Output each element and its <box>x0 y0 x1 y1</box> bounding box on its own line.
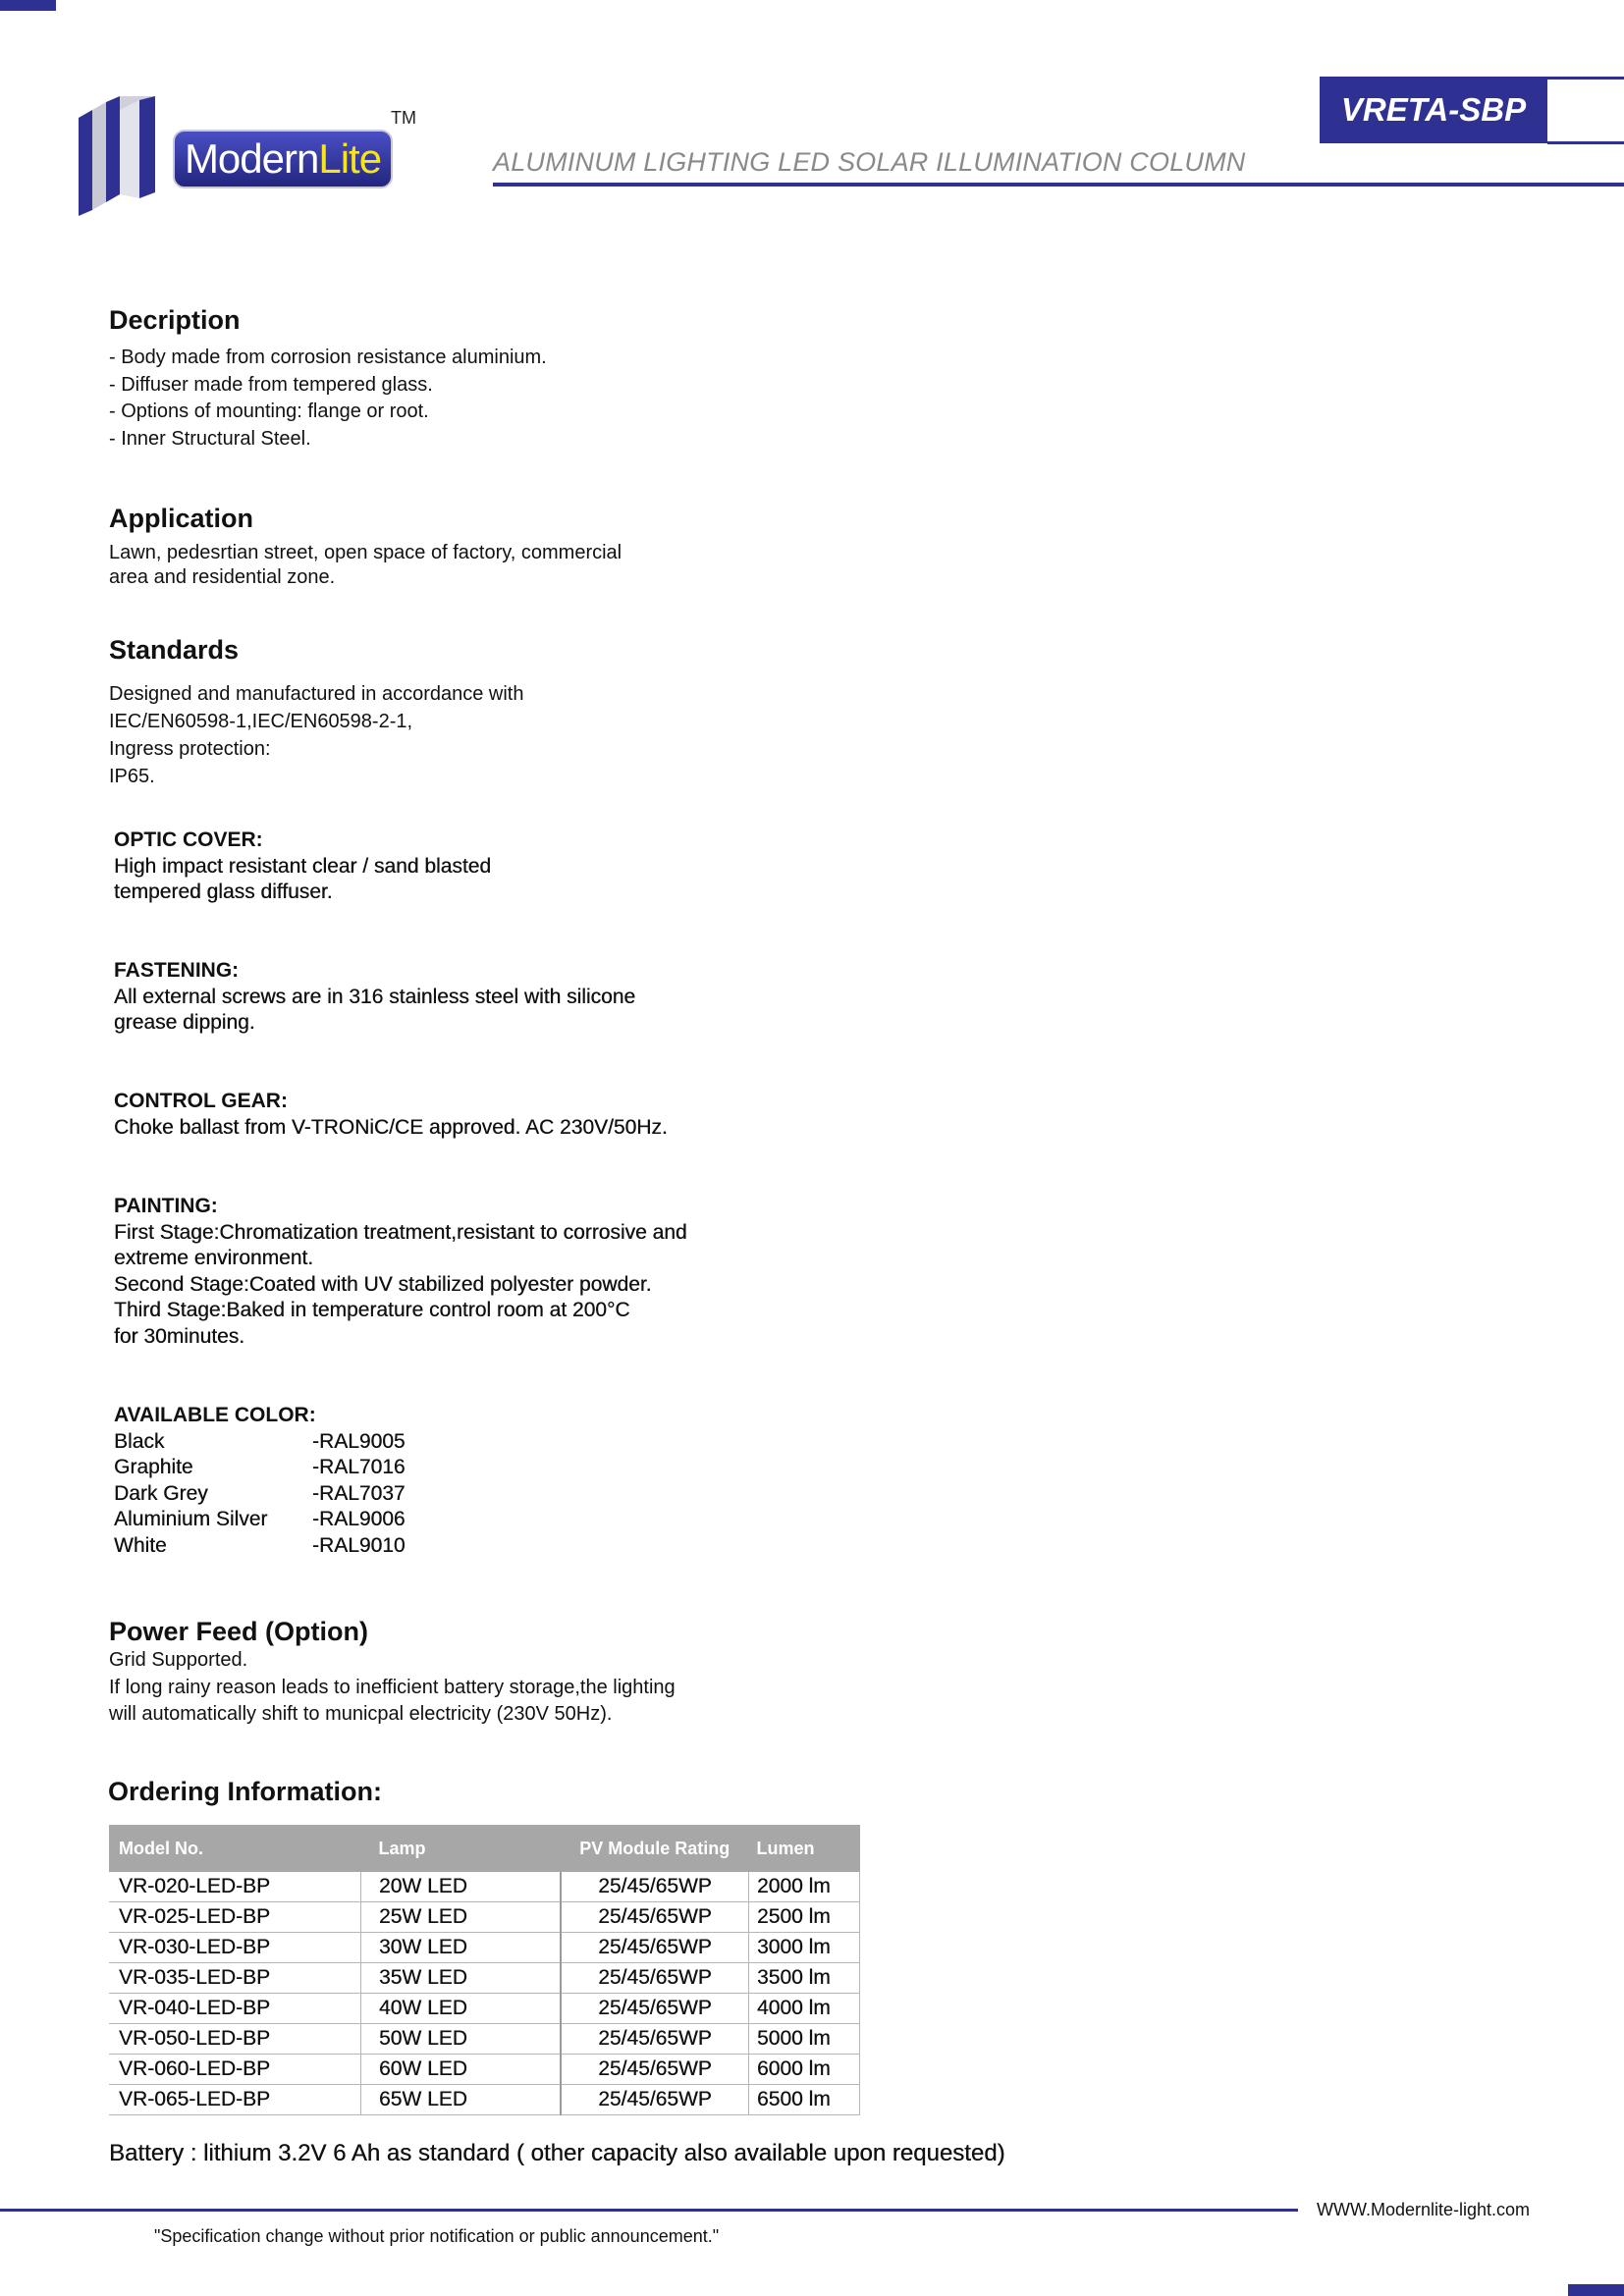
lumen-cell: 3500 lm <box>749 1963 860 1994</box>
pv-module-cell: 25/45/65WP <box>561 1933 749 1963</box>
power-feed-line: will automatically shift to municpal electricity (230V 50Hz). <box>109 1703 613 1725</box>
table-row <box>109 1902 860 1933</box>
product-code: VRETA-SBP <box>1340 91 1527 128</box>
logo-mark-icon <box>77 96 175 216</box>
lumen-cell: 6000 lm <box>749 2055 860 2085</box>
pv-module-cell: 25/45/65WP <box>561 1994 749 2024</box>
standards-text <box>109 680 523 790</box>
pv-module-cell: 25/45/65WP <box>561 1902 749 1933</box>
logo-word-main: Modern <box>184 135 319 182</box>
table-row <box>109 2085 860 2115</box>
lamp-cell: 25W LED <box>361 1902 562 1933</box>
color-name: Dark Grey <box>114 1481 208 1505</box>
ordering-heading: Ordering Information: <box>108 1777 382 1806</box>
power-feed-line: If long rainy reason leads to inefficient battery storage,the lighting <box>109 1676 676 1698</box>
color-name: Aluminium Silver <box>114 1508 268 1530</box>
corner-accent-top <box>0 0 56 11</box>
model-number-cell: VR-040-LED-BP <box>109 1994 361 2024</box>
lumen-cell: 4000 lm <box>749 1994 860 2024</box>
color-item <box>114 1507 406 1533</box>
fastening-text <box>114 985 635 1037</box>
painting-heading: PAINTING: <box>114 1195 218 1217</box>
pv-module-cell: 25/45/65WP <box>561 1872 749 1902</box>
pv-module-cell: 25/45/65WP <box>561 2085 749 2115</box>
painting-line: extreme environment. <box>114 1247 314 1269</box>
column-header-pv-module: PV Module Rating <box>561 1825 749 1872</box>
model-number-cell: VR-050-LED-BP <box>109 2024 361 2055</box>
optic-cover-heading: OPTIC COVER: <box>114 828 263 851</box>
available-color-heading: AVAILABLE COLOR: <box>114 1404 316 1426</box>
lumen-cell: 6500 lm <box>749 2085 860 2115</box>
application-section <box>109 504 622 590</box>
badge-rule-bottom <box>1547 141 1624 144</box>
footer-disclaimer: "Specification change without prior notification or public announcement." <box>154 2226 720 2246</box>
color-item <box>114 1481 406 1508</box>
logo-word-accent: Lite <box>318 135 382 182</box>
lumen-cell: 2000 lm <box>749 1872 860 1902</box>
fastening-line: grease dipping. <box>114 1011 255 1034</box>
fastening-line: All external screws are in 316 stainless steel with silicone <box>114 985 636 1008</box>
model-number-cell: VR-025-LED-BP <box>109 1902 361 1933</box>
footer-rule <box>0 2209 1298 2212</box>
description-heading: Decription <box>109 305 241 335</box>
painting-section <box>114 1194 687 1350</box>
description-line: - Diffuser made from tempered glass. <box>109 373 433 396</box>
power-feed-section <box>109 1617 676 1729</box>
color-name: Graphite <box>114 1456 193 1478</box>
logo-wordmark <box>173 130 393 188</box>
table-row <box>109 1963 860 1994</box>
table-row <box>109 1933 860 1963</box>
column-header-lamp: Lamp <box>361 1825 562 1872</box>
model-number-cell: VR-035-LED-BP <box>109 1963 361 1994</box>
fastening-heading: FASTENING: <box>114 959 240 982</box>
lamp-cell: 60W LED <box>361 2055 562 2085</box>
footer-website-link[interactable]: WWW.Modernlite-light.com <box>1317 2200 1531 2219</box>
description-line: - Inner Structural Steel. <box>109 427 311 450</box>
table-row <box>109 1872 860 1902</box>
application-line: Lawn, pedesrtian street, open space of factory, commercial <box>109 542 623 563</box>
badge-rule-top <box>1547 77 1624 80</box>
corner-accent-bottom <box>1568 2284 1624 2296</box>
model-number-cell: VR-065-LED-BP <box>109 2085 361 2115</box>
table-row <box>109 2055 860 2085</box>
product-code-badge <box>1320 77 1547 143</box>
battery-note: Battery : lithium 3.2V 6 Ah as standard ( other capacity also available upon requested) <box>109 2140 1005 2166</box>
description-line: - Options of mounting: flange or root. <box>109 400 429 422</box>
pv-module-cell: 25/45/65WP <box>561 2055 749 2085</box>
page-title: ALUMINUM LIGHTING LED SOLAR ILLUMINATION COLUMN <box>493 147 1246 177</box>
lamp-cell: 50W LED <box>361 2024 562 2055</box>
color-item <box>114 1533 406 1560</box>
header-rule <box>493 183 1624 187</box>
lamp-cell: 35W LED <box>361 1963 562 1994</box>
model-number-cell: VR-030-LED-BP <box>109 1933 361 1963</box>
description-list <box>109 345 547 453</box>
lumen-cell: 2500 lm <box>749 1902 860 1933</box>
application-text <box>109 541 622 590</box>
power-feed-heading: Power Feed (Option) <box>109 1617 369 1646</box>
color-code: -RAL9010 <box>312 1533 406 1557</box>
painting-line: Second Stage:Coated with UV stabilized polyester powder. <box>114 1272 652 1296</box>
optic-cover-section <box>114 828 491 906</box>
modernlite-logo <box>77 96 430 216</box>
description-line: - Body made from corrosion resistance aluminium. <box>109 347 547 368</box>
optic-cover-text <box>114 854 491 906</box>
ordering-table-header <box>109 1825 860 1872</box>
ordering-table <box>109 1825 860 2115</box>
optic-cover-line: High impact resistant clear / sand blasted <box>114 854 492 878</box>
application-line: area and residential zone. <box>109 566 336 588</box>
control-gear-heading: CONTROL GEAR: <box>114 1090 288 1112</box>
control-gear-section <box>114 1089 668 1141</box>
fastening-section <box>114 958 635 1037</box>
lamp-cell: 40W LED <box>361 1994 562 2024</box>
color-code: -RAL9005 <box>312 1429 406 1453</box>
painting-line: First Stage:Chromatization treatment,resistant to corrosive and <box>114 1220 687 1244</box>
lamp-cell: 20W LED <box>361 1872 562 1902</box>
standards-line: IP65. <box>109 766 155 787</box>
pv-module-cell: 25/45/65WP <box>561 2024 749 2055</box>
control-gear-text <box>114 1115 668 1142</box>
standards-heading: Standards <box>109 635 240 665</box>
column-header-model: Model No. <box>109 1825 361 1872</box>
application-heading: Application <box>109 504 253 533</box>
color-code: -RAL7016 <box>312 1456 406 1478</box>
lamp-cell: 65W LED <box>361 2085 562 2115</box>
painting-line: for 30minutes. <box>114 1324 245 1348</box>
painting-text <box>114 1220 687 1351</box>
color-item <box>114 1455 406 1481</box>
model-number-cell: VR-060-LED-BP <box>109 2055 361 2085</box>
logo-trademark: TM <box>391 108 416 128</box>
power-feed-text <box>109 1647 676 1729</box>
standards-line: IEC/EN60598-1,IEC/EN60598-2-1, <box>109 711 413 732</box>
painting-line: Third Stage:Baked in temperature control room at 200°C <box>114 1299 630 1321</box>
standards-line: Designed and manufactured in accordance with <box>109 683 524 705</box>
color-code: -RAL7037 <box>312 1481 406 1505</box>
lumen-cell: 5000 lm <box>749 2024 860 2055</box>
standards-section <box>109 635 523 790</box>
color-item <box>114 1429 406 1456</box>
power-feed-line: Grid Supported. <box>109 1649 248 1671</box>
column-header-lumen: Lumen <box>749 1825 860 1872</box>
color-name: Black <box>114 1429 165 1453</box>
lumen-cell: 3000 lm <box>749 1933 860 1963</box>
pv-module-cell: 25/45/65WP <box>561 1963 749 1994</box>
lamp-cell: 30W LED <box>361 1933 562 1963</box>
available-color-section <box>114 1403 406 1559</box>
color-code: -RAL9006 <box>312 1508 406 1530</box>
description-section <box>109 305 547 453</box>
color-list <box>114 1429 406 1560</box>
standards-line: Ingress protection: <box>109 738 271 760</box>
color-name: White <box>114 1533 167 1557</box>
table-row <box>109 2024 860 2055</box>
table-row <box>109 1994 860 2024</box>
control-gear-line: Choke ballast from V-TRONiC/CE approved. AC 230V/50Hz. <box>114 1115 668 1139</box>
optic-cover-line: tempered glass diffuser. <box>114 881 333 903</box>
model-number-cell: VR-020-LED-BP <box>109 1872 361 1902</box>
